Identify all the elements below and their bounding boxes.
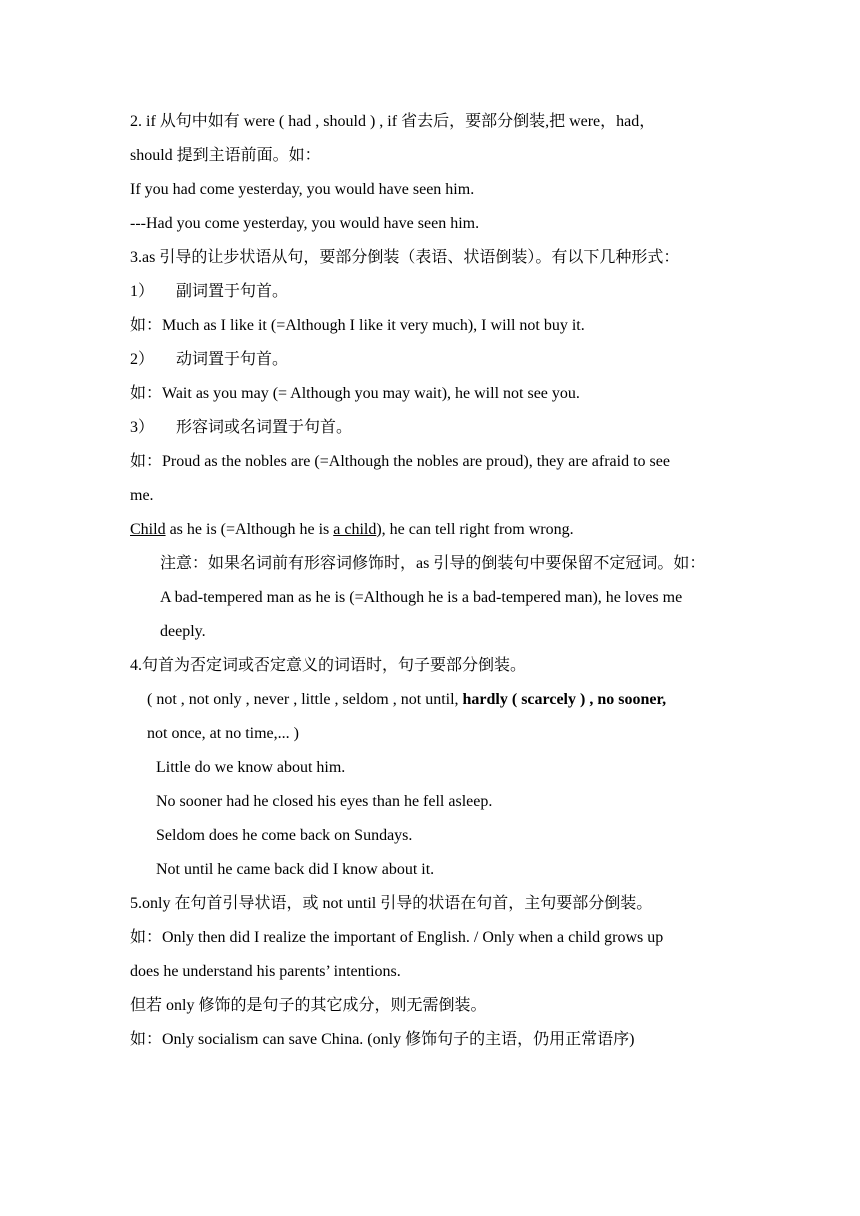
rule-3-item-2-example: 如：Wait as you may (= Although you may wait), he will not see you. — [130, 385, 580, 402]
rule-3-item-3-number: 3） — [130, 419, 155, 436]
rule-3-item-3-text: 形容词或名词置于句首。 — [176, 419, 353, 436]
rule-3-item-2-number: 2） — [130, 351, 155, 368]
rule-4-heading: 4.句首为否定词或否定意义的词语时，句子要部分倒装。 — [130, 657, 527, 674]
rule-3-item-1-number: 1） — [130, 283, 155, 300]
example-2-end: ), he can tell right from wrong. — [376, 521, 574, 538]
rule-5-note-example: 如：Only socialism can save China. (only 修饰句子的主语，仍用正常语序) — [130, 1031, 635, 1048]
rule-3-item-3-example-1-line-1: 如：Proud as the nobles are (=Although the nobles are proud), they are afraid to see — [130, 453, 670, 470]
rule-3-note-example-line-1: A bad-tempered man as he is (=Although he is a bad-tempered man), he loves me — [160, 589, 683, 606]
rule-5-example-line-1: 如：Only then did I realize the important of English. / Only when a child grows up — [130, 929, 664, 946]
rule-3-item-1-text: 副词置于句首。 — [176, 283, 289, 300]
rule-3-item-3 — [130, 418, 352, 438]
rule-4-word-list-line-1 — [147, 690, 666, 710]
word-list-regular: ( not , not only , never , little , seldom , not until, — [147, 691, 463, 708]
rule-4-example-1: Little do we know about him. — [156, 759, 346, 776]
rule-3-item-1 — [130, 282, 288, 302]
rule-2-example-2: ---Had you come yesterday, you would have seen him. — [130, 215, 480, 232]
rule-5-example-line-2: does he understand his parents’ intentions. — [130, 963, 401, 980]
rule-2-example-1: If you had come yesterday, you would have seen him. — [130, 181, 475, 198]
rule-2-line-2: should 提到主语前面。如： — [130, 147, 321, 164]
rule-3-item-2 — [130, 350, 288, 370]
rule-4-example-3: Seldom does he come back on Sundays. — [156, 827, 413, 844]
rule-3-item-3-example-1-line-2: me. — [130, 487, 154, 504]
underlined-word-child: Child — [130, 521, 166, 538]
rule-5-note: 但若 only 修饰的是句子的其它成分，则无需倒装。 — [130, 997, 487, 1014]
rule-4-example-2: No sooner had he closed his eyes than he fell asleep. — [156, 793, 493, 810]
example-2-middle: as he is (=Although he is — [165, 521, 334, 538]
rule-3-item-3-example-2 — [130, 520, 574, 540]
rule-5-heading: 5.only 在句首引导状语，或 not until 引导的状语在句首，主句要部分倒装。 — [130, 895, 653, 912]
rule-3-heading: 3.as 引导的让步状语从句，要部分倒装（表语、状语倒装）。有以下几种形式： — [130, 249, 680, 266]
rule-3-note: 注意：如果名词前有形容词修饰时，as 引导的倒装句中要保留不定冠词。如： — [160, 555, 706, 572]
rule-2-line-1: 2. if 从句中如有 were ( had , should ) , if 省去后，要部分倒装,把 were，had， — [130, 113, 656, 130]
rule-4-word-list-line-2: not once, at no time,... ) — [147, 725, 299, 742]
word-list-bold: hardly ( scarcely ) , no sooner, — [462, 691, 667, 708]
rule-3-item-2-text: 动词置于句首。 — [176, 351, 289, 368]
rule-4-example-4: Not until he came back did I know about it. — [156, 861, 435, 878]
rule-3-item-1-example: 如：Much as I like it (=Although I like it very much), I will not buy it. — [130, 317, 585, 334]
rule-3-note-example-line-2: deeply. — [160, 623, 206, 640]
underlined-phrase-a-child: a child — [333, 521, 377, 538]
